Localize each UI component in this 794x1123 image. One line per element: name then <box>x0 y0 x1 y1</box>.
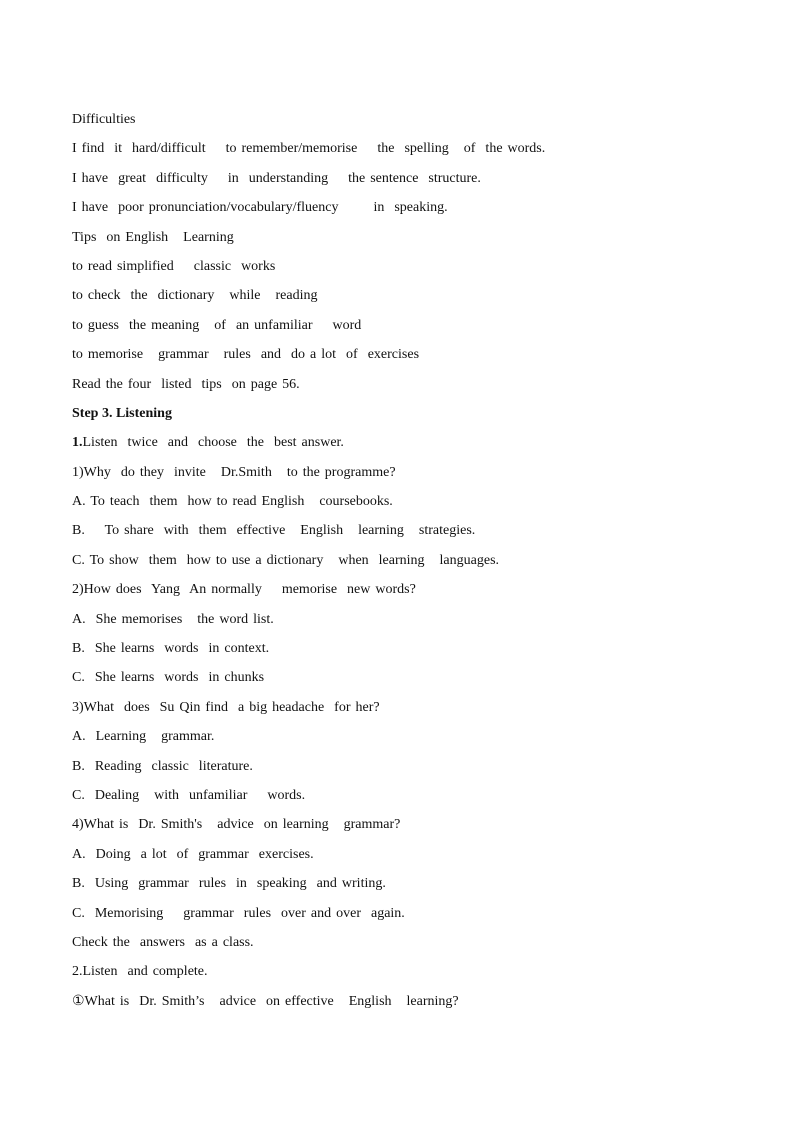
tip-line: to guess the meaning of an unfamiliar word <box>72 317 362 333</box>
option: C. Dealing with unfamiliar words. <box>72 787 306 803</box>
option: C. Memorising grammar rules over and over again. <box>72 905 405 921</box>
difficulty-line: I find it hard/difficult to remember/memorise the spelling of the words. <box>72 141 546 157</box>
option: A. Doing a lot of grammar exercises. <box>72 846 314 862</box>
option: B. She learns words in context. <box>72 641 270 657</box>
task1-number: 1. <box>72 435 83 451</box>
option: A. Learning grammar. <box>72 729 215 745</box>
difficulties-title: Difficulties <box>72 112 136 127</box>
tip-line: Read the four listed tips on page 56. <box>72 376 300 392</box>
option: A. To teach them how to read English coursebooks. <box>72 494 393 510</box>
tips-title: Tips on English Learning <box>72 229 234 245</box>
task1-instruction <box>72 428 732 457</box>
option: A. She memorises the word list. <box>72 611 274 627</box>
option: C. She learns words in chunks <box>72 670 265 686</box>
question-1: 1)Why do they invite Dr.Smith to the programme? <box>72 464 396 480</box>
difficulty-line: I have great difficulty in understanding the sentence structure. <box>72 170 481 186</box>
question-3: 3)What does Su Qin find a big headache for her? <box>72 699 380 715</box>
task2-instruction: 2.Listen and complete. <box>72 964 208 980</box>
task1-followup: Check the answers as a class. <box>72 934 254 950</box>
document-body <box>72 105 732 1016</box>
option: B. Using grammar rules in speaking and writing. <box>72 876 386 892</box>
difficulty-line: I have poor pronunciation/vocabulary/fluency in speaking. <box>72 200 448 216</box>
option: C. To show them how to use a dictionary when learning languages. <box>72 552 500 568</box>
tip-line: to check the dictionary while reading <box>72 288 318 304</box>
task1-instruction-text: Listen twice and choose the best answer. <box>82 435 344 451</box>
step3-heading: Step 3. Listening <box>72 405 172 421</box>
option: B. To share with them effective English learning strategies. <box>72 523 476 539</box>
option: B. Reading classic literature. <box>72 758 253 774</box>
question-2: 2)How does Yang An normally memorise new words? <box>72 582 416 598</box>
tip-line: to memorise grammar rules and do a lot of exercises <box>72 347 420 363</box>
question-4: 4)What is Dr. Smith's advice on learning grammar? <box>72 817 401 833</box>
tip-line: to read simplified classic works <box>72 258 276 274</box>
task2-question: ①What is Dr. Smith’s advice on effective English learning? <box>72 993 459 1009</box>
